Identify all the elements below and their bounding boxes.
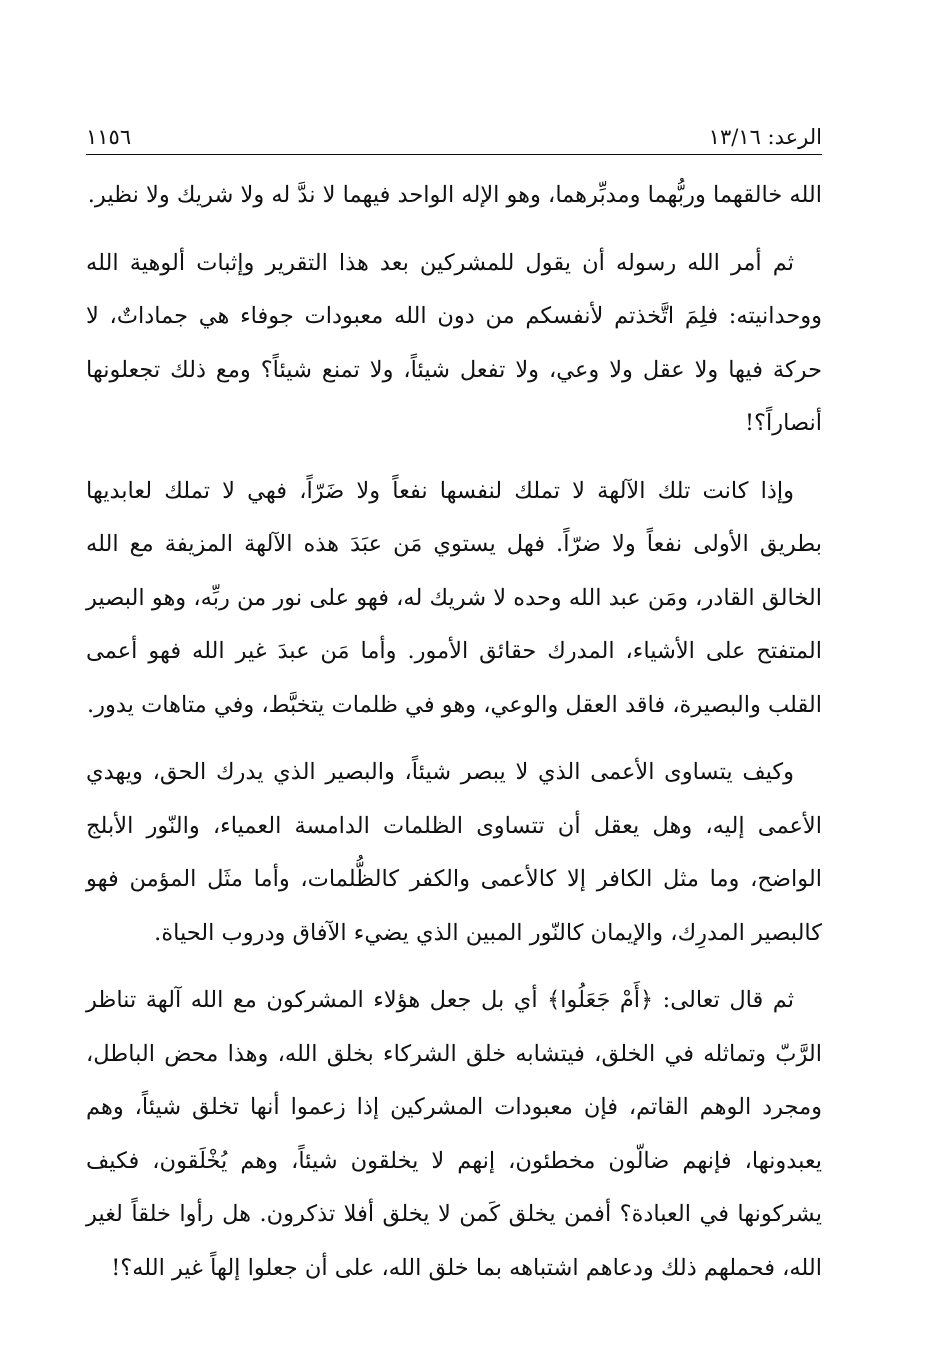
- paragraph-gap: [86, 223, 822, 237]
- paragraph-gap: [86, 960, 822, 974]
- running-header: [86, 112, 822, 154]
- paragraph-3: وإذا كانت تلك الآلهة لا تملك لنفسها نفعاً ولا ضَرّاً، فهي لا تملك لعابديها بطريق الأولى نفعاً ولا ضرّاً. فهل يستوي مَن عبَدَ هذه الآلهة المزيفة مع الله الخالق القادر، ومَن عبد الله وحده لا شريك له، فهو على نور من ربِّه، وهو البصير المتفتح على الأشياء، المدرك حقائق الأمور. وأما مَن عبدَ غير الله فهو أعمى القلب والبصيرة، فاقد العقل والوعي، وهو في ظلمات يتخبَّط، وفي متاهات يدور.: [86, 477, 822, 718]
- header-divider: [86, 154, 822, 155]
- book-page: [86, 112, 822, 1295]
- paragraph-1: الله خالقهما وربُّهما ومدبِّرهما، وهو الإله الواحد فيهما لا ندَّ له ولا شريك ولا نظير.: [87, 182, 822, 208]
- paragraph-5: ثم قال تعالى: ﴿أَمْ جَعَلُوا﴾ أي بل جعل هؤلاء المشركون مع الله آلهة تناظر الرَّبّ وتماثله في الخلق، فيتشابه خلق الشركاء بخلق الله، وهذا محض الباطل، ومجرد الوهم القاتم، فإن معبودات المشركين إذا زعموا أنها تخلق شيئاً، وهم يعبدونها، فإنهم ضالّون مخطئون، إنهم لا يخلقون شيئاً، وهم يُخْلَقون، فكيف يشركونها في العبادة؟ أفمن يخلق كَمن لا يخلق أفلا تذكرون. هل رأوا خلقاً لغير الله، فحملهم ذلك ودعاهم اشتباهه بما خلق الله، على أن جعلوا إلهاً غير الله؟!: [86, 987, 822, 1281]
- paragraph-2: ثم أمر الله رسوله أن يقول للمشركين بعد هذا التقرير وإثبات ألوهية الله ووحدانيته: فلِمَ اتَّخذتم لأنفسكم من دون الله معبودات جوفاء هي جماداتٌ، لا حركة فيها ولا عقل ولا وعي، ولا تفعل شيئاً، ولا تمنع شيئاً؟ ومع ذلك تجعلونها أنصاراً؟!: [86, 249, 822, 436]
- paragraph-4: وكيف يتساوى الأعمى الذي لا يبصر شيئاً، والبصير الذي يدرك الحق، ويهدي الأعمى إليه، وهل يعقل أن تتساوى الظلمات الدامسة العمياء، والنّور الأبلج الواضح، وما مثل الكافر إلا كالأعمى والكفر كالظُّلمات، وأما مثَل المؤمن فهو كالبصير المدرِك، والإيمان كالنّور المبين الذي يضيء الآفاق ودروب الحياة.: [86, 759, 822, 946]
- surah-reference: الرعد: ١٣/١٦: [708, 125, 822, 149]
- page-number: ١١٥٦: [86, 125, 132, 149]
- paragraph-gap: [86, 451, 822, 465]
- paragraph-gap: [86, 732, 822, 746]
